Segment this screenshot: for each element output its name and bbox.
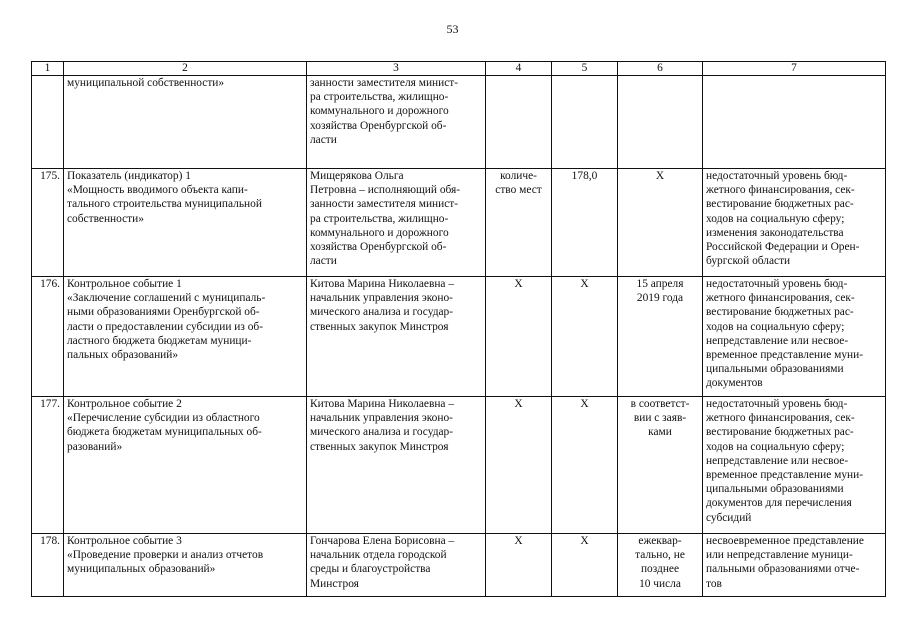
unit: Х xyxy=(486,534,552,597)
risks: недостаточный уровень бюд- жетного финансирования, сек- вестирование бюджетных рас- ходов на социальную сферу; изменения законодательства Российской Федерации и Орен- бургской области xyxy=(703,169,886,277)
row-number: 177. xyxy=(32,397,64,534)
responsible-person: Китова Марина Николаевна – начальник управления эконо- мического анализа и государ- ственных закупок Минстроя xyxy=(307,397,486,534)
unit xyxy=(486,76,552,169)
row-number: 178. xyxy=(32,534,64,597)
risks xyxy=(703,76,886,169)
row-number: 176. xyxy=(32,277,64,397)
table-row xyxy=(32,534,886,597)
value: Х xyxy=(552,277,618,397)
value: Х xyxy=(552,397,618,534)
deadline: в соответст- вии с заяв- ками xyxy=(618,397,703,534)
deadline: Х xyxy=(618,169,703,277)
header-cell-6: 6 xyxy=(618,62,703,76)
value xyxy=(552,76,618,169)
item-name: Показатель (индикатор) 1 «Мощность вводимого объекта капи- тального строительства муниципальной собственности» xyxy=(64,169,307,277)
value: Х xyxy=(552,534,618,597)
header-cell-5: 5 xyxy=(552,62,618,76)
header-cell-1: 1 xyxy=(32,62,64,76)
responsible-person: Гончарова Елена Борисовна – начальник отдела городской среды и благоустройства Минстроя xyxy=(307,534,486,597)
item-name: Контрольное событие 2 «Перечисление субсидии из областного бюджета бюджетам муниципальных об- разований» xyxy=(64,397,307,534)
unit: Х xyxy=(486,277,552,397)
deadline xyxy=(618,76,703,169)
value: 178,0 xyxy=(552,169,618,277)
deadline: 15 апреля 2019 года xyxy=(618,277,703,397)
responsible-person: занности заместителя минист- ра строительства, жилищно- коммунального и дорожного хозяйства Оренбургской об- ласти xyxy=(307,76,486,169)
header-cell-2: 2 xyxy=(64,62,307,76)
deadline: ежеквар- тально, не позднее 10 числа xyxy=(618,534,703,597)
page-number: 53 xyxy=(446,22,459,36)
row-number: 175. xyxy=(32,169,64,277)
table-row xyxy=(32,397,886,534)
responsible-person: Мищерякова Ольга Петровна – исполняющий обя- занности заместителя минист- ра строительства, жилищно- коммунального и дорожного хозяйства Оренбургской об- ласти xyxy=(307,169,486,277)
responsible-person: Китова Марина Николаевна – начальник управления эконо- мического анализа и государ- ственных закупок Минстроя xyxy=(307,277,486,397)
risks: недостаточный уровень бюд- жетного финансирования, сек- вестирование бюджетных рас- ходов на социальную сферу; непредставление или несвое- временное представление муни- ципальными образованиями документов для перечисления субсидий xyxy=(703,397,886,534)
header-cell-3: 3 xyxy=(307,62,486,76)
header-row xyxy=(32,62,886,76)
risks: несвоевременное представление или непредставление муници- пальными образованиями отче- тов xyxy=(703,534,886,597)
table-row xyxy=(32,76,886,169)
header-cell-4: 4 xyxy=(486,62,552,76)
unit: количе- ство мест xyxy=(486,169,552,277)
header-cell-7: 7 xyxy=(703,62,886,76)
plan-table xyxy=(31,61,886,597)
table-row xyxy=(32,169,886,277)
item-name: Контрольное событие 3 «Проведение проверки и анализ отчетов муниципальных образований» xyxy=(64,534,307,597)
row-number xyxy=(32,76,64,169)
risks: недостаточный уровень бюд- жетного финансирования, сек- вестирование бюджетных рас- ходов на социальную сферу; непредставление или несвое- временное представление муни- ципальными образованиями документов xyxy=(703,277,886,397)
item-name: Контрольное событие 1 «Заключение соглашений с муниципаль- ными образованиями Оренбургской об- ласти о предоставлении субсидии из об- ластного бюджета бюджетам муници- пальных образований» xyxy=(64,277,307,397)
table-row xyxy=(32,277,886,397)
item-name: муниципальной собственности» xyxy=(64,76,307,169)
unit: Х xyxy=(486,397,552,534)
